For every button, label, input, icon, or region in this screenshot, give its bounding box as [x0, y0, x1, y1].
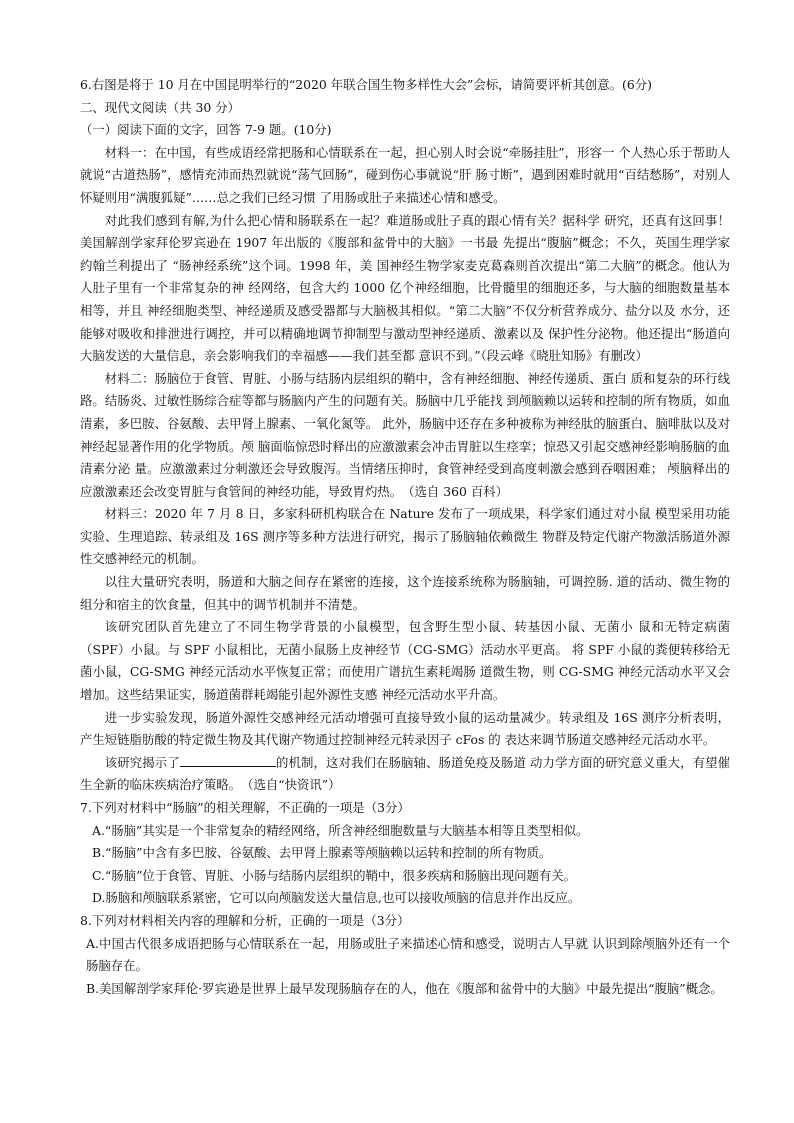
- fill-text-after: 的机制，这对我们在肠脑轴、肠道免疫及肠道 动力学方面的研究意义重大，有望催生全新的临床疾病治疗策略。 （选自“快资讯”）: [80, 754, 730, 793]
- question-7-option-c: C.“肠脑”位于食管、胃脏、小肠与结肠内层组织的鞘中，很多疾病和肠脑出现问题有关。: [92, 867, 577, 883]
- fill-text-before: 该研究揭示了: [104, 754, 180, 770]
- material-1-paragraph-2: 对此我们感到有解,为什么把心情和肠联系在一起？难道肠或肚子真的跟心情有关？据科学 研究，还真有这回事！美国解剖学家拜伦罗宾逊在 1907 年出版的《腹部和盆骨中的大脑》一书最 先提出“腹脑”概念；不久，英国生理学家约翰兰利提出了 “肠神经系统”这个词。1998 年，美 国神经生物学家麦克葛森则首次提出“第二大脑”的概念。他认为人肚子里有一个非常复杂的神 经网络，包含大约 1000 亿个神经细胞，比骨髓里的细胞还多，与大脑的细胞数量基本相等，并且 神经细胞类型、神经递质及感受器都与大脑极其相似。“第二大脑”不仅分析营养成分、盐分以及 水分，还能够对吸收和排泄进行调控，并可以精确地调节抑制型与激动型神经递质、激素以及 保护性分泌物。他还提出“肠道向大脑发送的大量信息，亲会影响我们的幸福感——我们甚至都 意识不到。”（段云峰《晓肚知肠》有删改）: [80, 212, 730, 364]
- material-3-paragraph-4: 进一步实验发现，肠道外源性交感神经元活动增强可直接导致小鼠的运动量减少。转录组及 16S 测序分析表明，产生短链脂肪酸的特定微生物及其代谢产物通过控制神经元转录因子 cFos 的 表达来调节肠道交感神经元活动水平。: [80, 709, 730, 748]
- section-heading: 二、现代文阅读（共 30 分）: [80, 99, 240, 115]
- question-7-option-d: D.肠脑和颅脑联系紧密，它可以向颅脑发送大量信息,也可以接收颅脑的信息并作出反应。: [92, 890, 581, 906]
- fill-blank[interactable]: [180, 752, 276, 767]
- material-3: 材料三：2020 年 7 月 8 日，多家科研机构联合在 Nature 发布了一项成果，科学家们通过对小鼠 模型采用功能实验、生理追踪、转录组及 16S 测序等多种方法进行研究，揭示了肠脑轴依赖微生 物群及特定代谢产物激活肠道外源性交感神经元的机制。: [80, 506, 730, 567]
- material-3-paragraph-3: 该研究团队首先建立了不同生物学背景的小鼠模型，包含野生型小鼠、转基因小鼠、无菌小 鼠和无特定病菌（SPF）小鼠。与 SPF 小鼠相比，无菌小鼠肠上皮神经节（CG-SMG）活动水平更高。 将 SPF 小鼠的粪便转移给无菌小鼠，CG-SMG 神经元活动水平恢复正常；而使用广谱抗生素耗竭肠 道微生物，则 CG-SMG 神经元活动水平又会增加。这些结果证实，肠道菌群耗竭能引起外源性支感 神经元活动水平升高。: [80, 619, 730, 703]
- question-8: 8.下列对材料相关内容的理解和分析，正确的一项是（3分）: [80, 912, 410, 928]
- material-3-paragraph-5: [80, 752, 730, 797]
- question-6: 6.右图是将于 10 月在中国昆明举行的“2020 年联合国生物多样性大会”会标，请简要评析其创意。(6分): [80, 77, 653, 92]
- question-7-option-a: A.“肠脑”其实是一个非常复杂的精经网络，所含神经细胞数量与大脑基本相等且类型相似。: [92, 822, 589, 838]
- question-8-option-b: B.美国解剖学家拜伦·罗宾逊是世界上最早发现肠脑存在的人，他在《腹部和盆骨中的大脑》中最先提出“腹脑”概念。: [86, 980, 723, 996]
- material-3-paragraph-2: 以往大量研究表明，肠道和大脑之间存在紧密的连接，这个连接系统称为肠脑轴，可调控肠. 道的活动、微生物的组分和宿主的饮食量，但其中的调节机制并不清楚。: [80, 574, 730, 612]
- question-7: 7.下列对材料中“肠脑”的相关理解，不正确的一项是（3分）: [80, 800, 410, 815]
- question-8-option-a: A.中国古代很多成语把肠与心情联系在一起，用肠或肚子来描述心情和感受，说明古人早就 认识到除颅脑外还有一个肠脑存在。: [86, 935, 730, 974]
- exam-page: [80, 74, 730, 1000]
- material-2: 材料二：肠脑位于食管、胃脏、小肠与结肠内层组织的鞘中，含有神经细胞、神经传递质、蛋白 质和复杂的环行线路。结肠炎、过敏性肠综合症等都与肠脑内产生的问题有关。肠脑中几乎能找 到颅脑赖以运转和控制的所有物质，如血清素，多巴胺、谷氨酸、去甲肾上腺素、一氧化氮等。 此外，肠脑中还存在多种被称为神经肽的脑蛋白、脑啡肽以及对神经起显著作用的化学物质。颅 脑面临惊恐时释出的应激激素会冲击胃脏以生痉挛；惊恐又引起交感神经影响肠脑的血清素分泌 量。应激激素过分刺激还会导致腹泻。当情绪压抑时，食管神经受到高度刺激会感到吞咽困难； 颅脑释出的应激激素还会改变胃脏与食管间的神经功能，导致胃灼热。 （选自 360 百科）: [80, 370, 730, 499]
- question-7-option-b: B.“肠脑”中含有多巴胺、谷氨酸、去甲肾上腺素等颅脑赖以运转和控制的所有物质。: [92, 845, 552, 861]
- part-heading: （一）阅读下面的文字，回答 7-9 题。(10分): [80, 122, 332, 138]
- material-1: 材料一：在中国，有些成语经常把肠和心情联系在一起，担心别人时会说“牵肠挂肚”，形容一 个人热心乐于帮助人就说“古道热肠”，感情充沛而热烈就说“荡气回肠”，碰到伤心事就说“肝 肠寸断”，遇到困难时就用“百结愁肠”，对别人怀疑则用“满腹狐疑”……总之我们已经习惯 了用肠或肚子来描述心情和感受。: [80, 144, 730, 205]
